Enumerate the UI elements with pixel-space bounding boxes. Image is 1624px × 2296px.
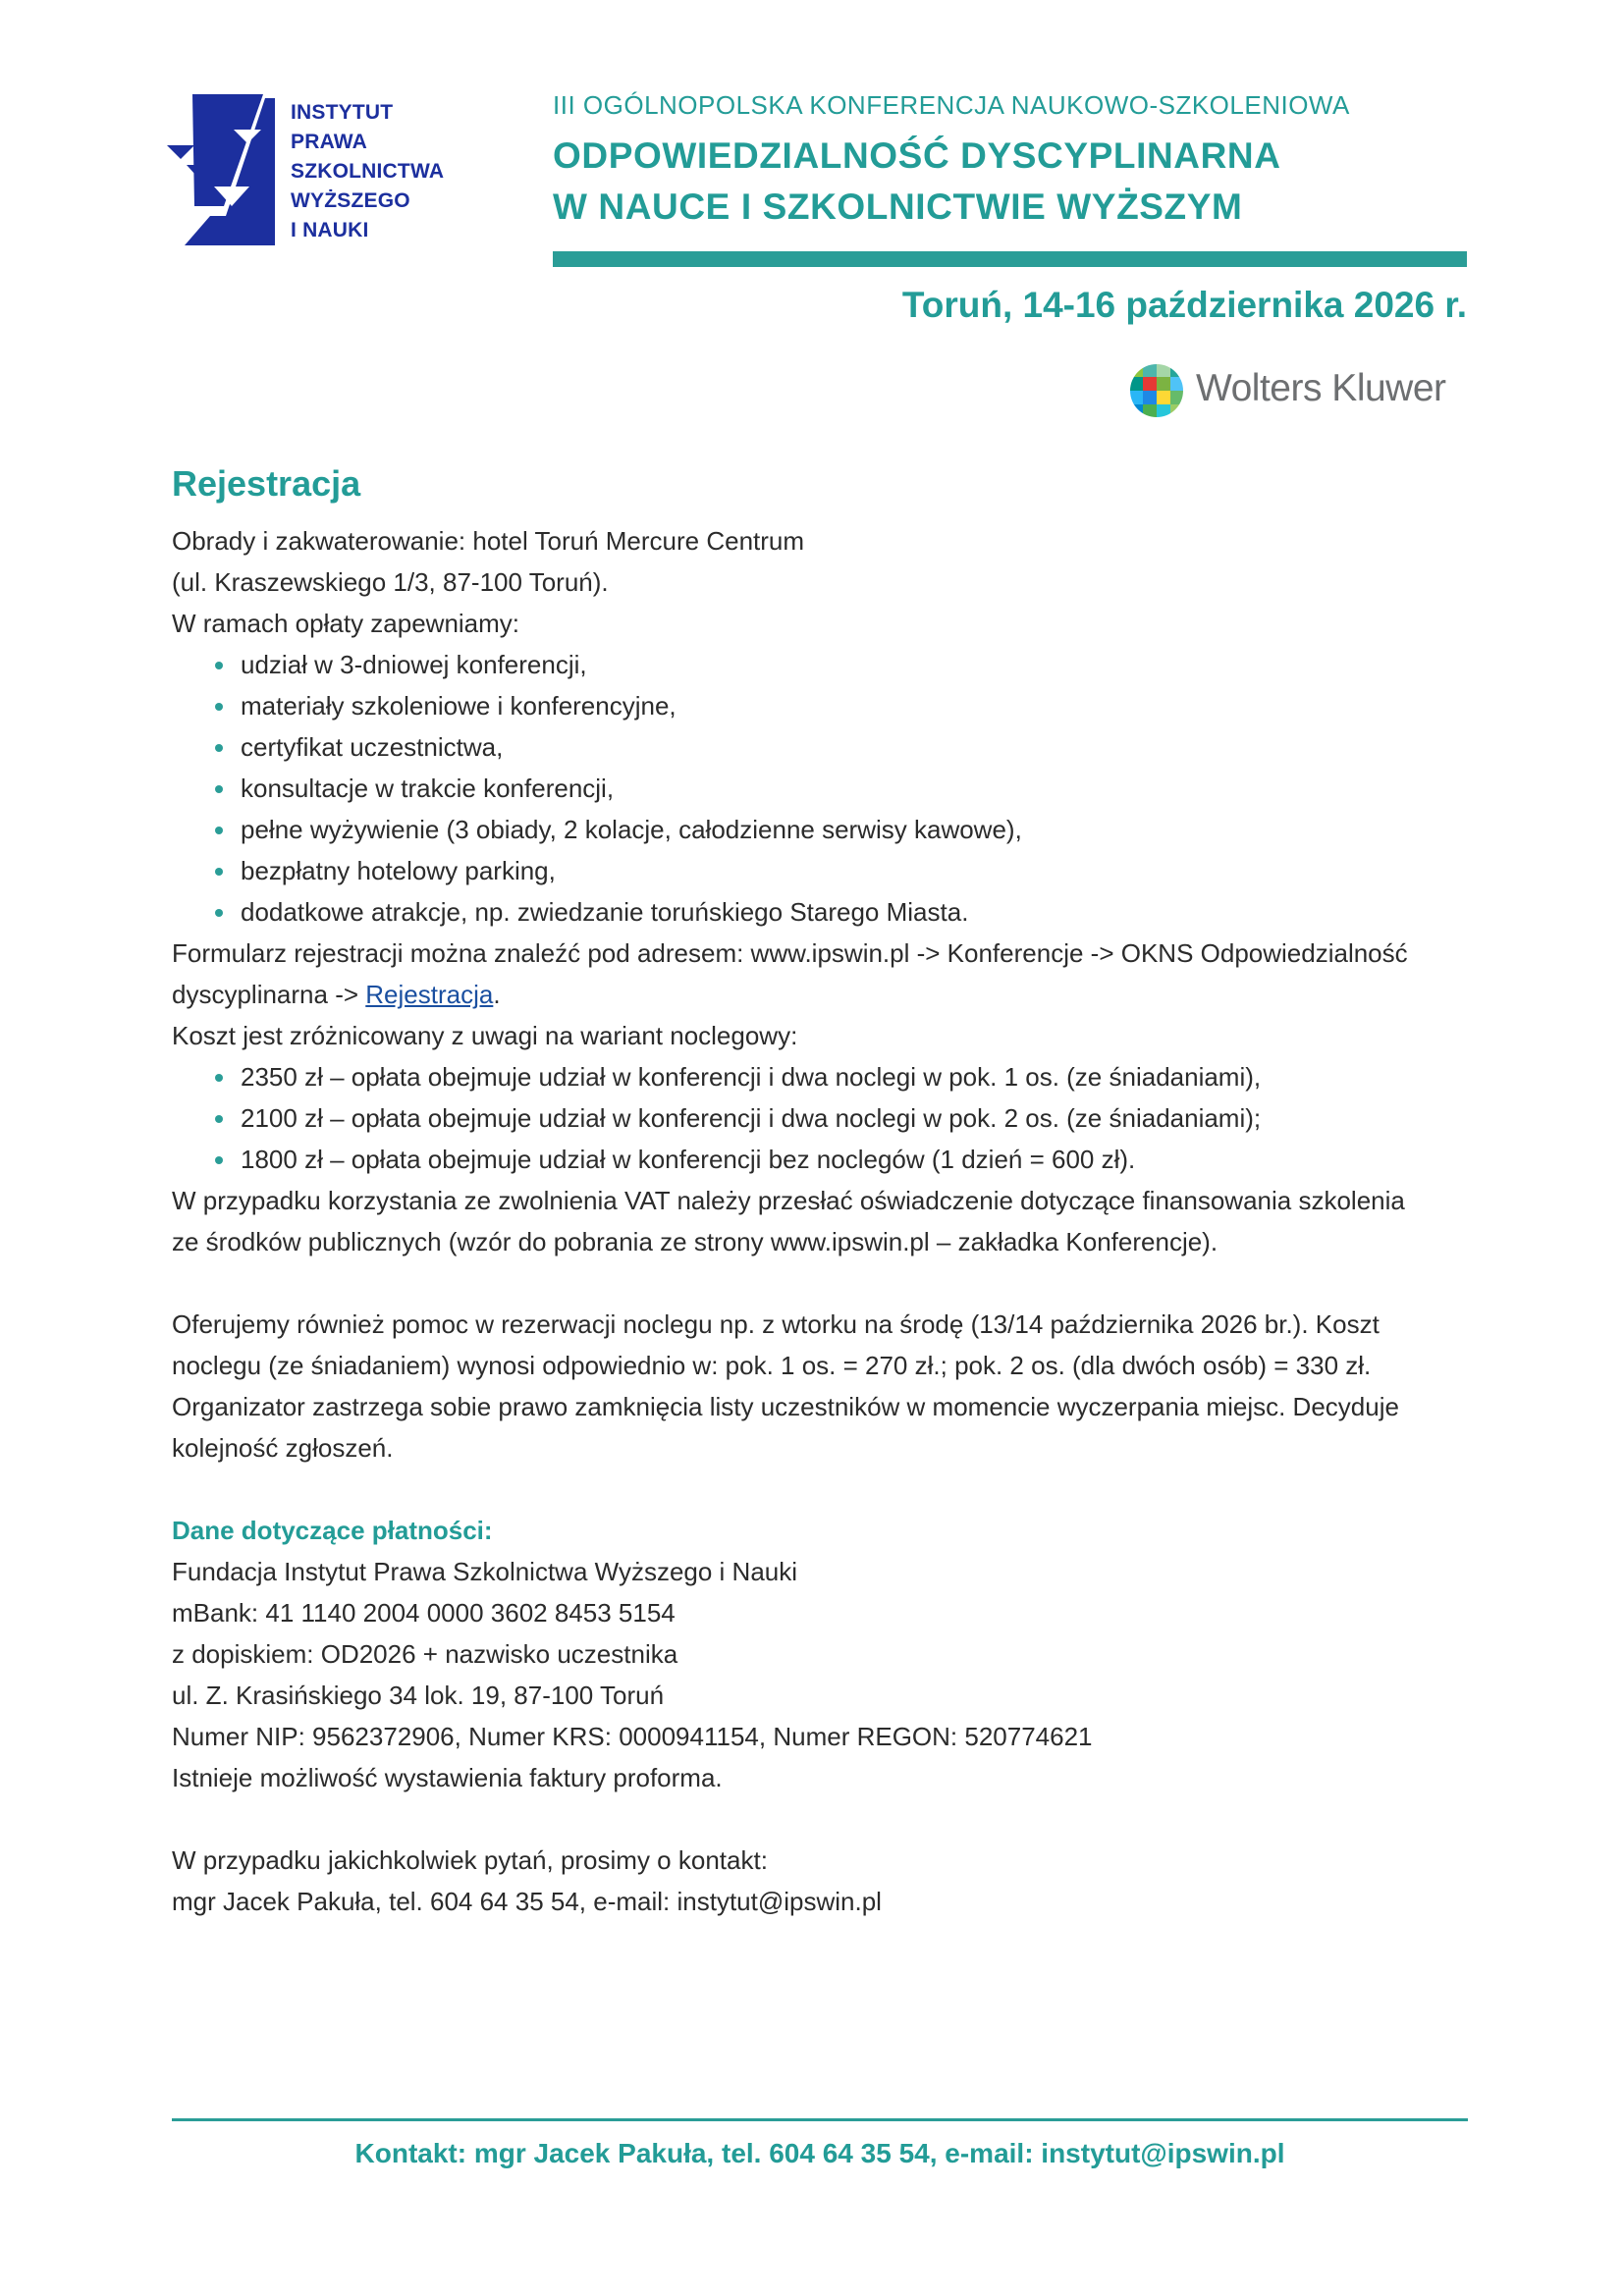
registration-link[interactable]: Rejestracja xyxy=(365,980,494,1009)
cost-intro: Koszt jest zróżnicowany z uwagi na wariant noclegowy: xyxy=(172,1021,798,1050)
list-item: bezpłatny hotelowy parking, xyxy=(241,850,1468,891)
list-item: konsultacje w trakcie konferencji, xyxy=(241,768,1468,809)
wolters-kluwer-mosaic-icon xyxy=(1129,363,1188,418)
registration-title: Rejestracja xyxy=(172,463,361,504)
conference-date: Toruń, 14-16 października 2026 r. xyxy=(901,285,1467,325)
list-item: pełne wyżywienie (3 obiady, 2 kolacje, całodzienne serwisy kawowe), xyxy=(241,809,1468,850)
conference-title-line: W NAUCE I SZKOLNICTWIE WYŻSZYM xyxy=(553,187,1243,227)
list-item: udział w 3-dniowej konferencji, xyxy=(241,644,1468,685)
payment-line: mBank: 41 1140 2004 0000 3602 8453 5154 xyxy=(172,1598,676,1628)
form-info-cont xyxy=(172,974,1468,1015)
sponsor-name: Wolters Kluwer xyxy=(1196,367,1446,409)
payment-line: Istnieje możliwość wystawienia faktury proforma. xyxy=(172,1763,723,1792)
logo-line: WYŻSZEGO xyxy=(291,189,410,212)
payment-line: ul. Z. Krasińskiego 34 lok. 19, 87-100 Toruń xyxy=(172,1681,665,1710)
list-item: materiały szkoleniowe i konferencyjne, xyxy=(241,685,1468,726)
payment-line: Numer NIP: 9562372906, Numer KRS: 0000941154, Numer REGON: 520774621 xyxy=(172,1722,1093,1751)
sponsor-logo xyxy=(1129,363,1468,418)
footer-divider xyxy=(172,2118,1468,2121)
registration-section xyxy=(172,459,1468,1922)
organizer-note: kolejność zgłoszeń. xyxy=(172,1433,394,1463)
list-item: dodatkowe atrakcje, np. zwiedzanie toruńskiego Starego Miasta. xyxy=(241,891,1468,933)
contact-details: mgr Jacek Pakuła, tel. 604 64 35 54, e-mail: instytut@ipswin.pl xyxy=(172,1887,882,1916)
vat-info: ze środków publicznych (wzór do pobrania ze strony www.ipswin.pl – zakładka Konferencje). xyxy=(172,1227,1218,1256)
venue-line: Obrady i zakwaterowanie: hotel Toruń Mercure Centrum xyxy=(172,526,805,556)
accommodation-info: Oferujemy również pomoc w rezerwacji noclegu np. z wtorku na środę (13/14 października 2026 br.). Koszt xyxy=(172,1309,1380,1339)
footer-contact: Kontakt: mgr Jacek Pakuła, tel. 604 64 35 54, e-mail: instytut@ipswin.pl xyxy=(354,2138,1285,2168)
payment-line: Fundacja Instytut Prawa Szkolnictwa Wyższego i Nauki xyxy=(172,1557,798,1586)
included-list xyxy=(172,644,1468,933)
venue-address: (ul. Kraszewskiego 1/3, 87-100 Toruń). xyxy=(172,567,609,597)
institute-logo-text xyxy=(291,98,448,245)
price-list xyxy=(172,1056,1468,1180)
payment-line: z dopiskiem: OD2026 + nazwisko uczestnika xyxy=(172,1639,678,1669)
form-info-prefix: dyscyplinarna -> xyxy=(172,980,366,1009)
form-info-suffix: . xyxy=(493,980,501,1009)
conference-title-line: ODPOWIEDZIALNOŚĆ DYSCYPLINARNA xyxy=(553,135,1281,176)
price-item: 2350 zł – opłata obejmuje udział w konferencji i dwa noclegi w pok. 1 os. (ze śniadaniami), xyxy=(241,1056,1468,1097)
logo-line: PRAWA xyxy=(291,131,368,153)
header-divider xyxy=(553,251,1467,267)
conference-subtitle: III OGÓLNOPOLSKA KONFERENCJA NAUKOWO-SZKOLENIOWA xyxy=(553,90,1350,120)
contact-intro: W przypadku jakichkolwiek pytań, prosimy o kontakt: xyxy=(172,1845,768,1875)
organizer-note: Organizator zastrzega sobie prawo zamknięcia listy uczestników w momencie wyczerpania miejsc. Decyduje xyxy=(172,1392,1399,1421)
payment-title: Dane dotyczące płatności: xyxy=(172,1516,493,1545)
logo-line: SZKOLNICTWA xyxy=(291,160,445,183)
list-item: certyfikat uczestnictwa, xyxy=(241,726,1468,768)
price-item: 2100 zł – opłata obejmuje udział w konferencji i dwa noclegi w pok. 2 os. (ze śniadaniami); xyxy=(241,1097,1468,1139)
price-item: 1800 zł – opłata obejmuje udział w konferencji bez noclegów (1 dzień = 600 zł). xyxy=(241,1139,1468,1180)
institute-logo xyxy=(165,90,445,247)
conference-title xyxy=(553,131,1466,233)
logo-line: INSTYTUT xyxy=(291,101,394,124)
institute-emblem-icon xyxy=(165,90,288,247)
logo-line: I NAUKI xyxy=(291,219,369,241)
form-info: Formularz rejestracji można znaleźć pod adresem: www.ipswin.pl -> Konferencje -> OKNS Odpowiedzialność xyxy=(172,938,1408,968)
accommodation-info: noclegu (ze śniadaniem) wynosi odpowiednio w: pok. 1 os. = 270 zł.; pok. 2 os. (dla dwóch osób) = 330 zł. xyxy=(172,1351,1372,1380)
vat-info: W przypadku korzystania ze zwolnienia VAT należy przesłać oświadczenie dotyczące finansowania szkolenia xyxy=(172,1186,1405,1215)
included-intro: W ramach opłaty zapewniamy: xyxy=(172,609,520,638)
